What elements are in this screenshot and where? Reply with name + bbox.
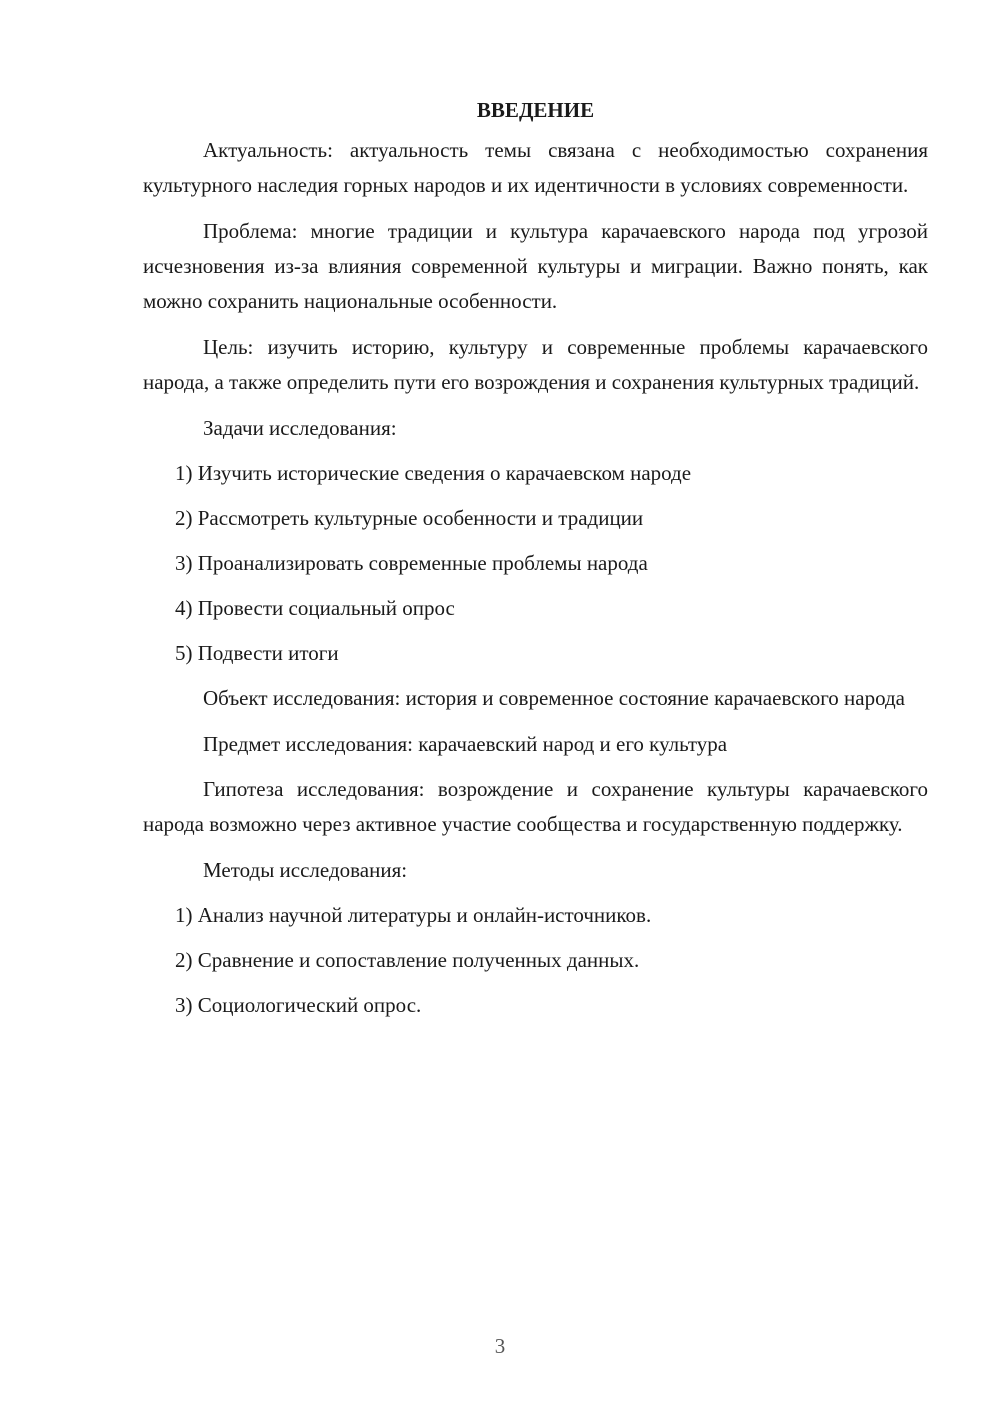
tasks-list [143,456,928,671]
methods-heading: Методы исследования: [203,858,408,882]
list-item: 4) Провести социальный опрос [175,596,455,620]
list-item: 3) Проанализировать современные проблемы народа [175,551,648,575]
subject-paragraph: Предмет исследования: карачаевский народ и его культура [203,732,728,756]
relevance-paragraph: Актуальность: актуальность темы связана с необходимостью сохранения культурного наследия горных народов и их идентичности в условиях современности. [143,138,928,197]
list-item: 3) Социологический опрос. [175,993,422,1017]
hypothesis-paragraph: Гипотеза исследования: возрождение и сохранение культуры карачаевского народа возможно через активное участие сообщества и государственную поддержку. [143,777,928,836]
problem-paragraph: Проблема: многие традиции и культура карачаевского народа под угрозой исчезновения из-за влияния современной культуры и миграции. Важно понять, как можно сохранить национальные особенности. [143,219,928,313]
list-item: 2) Сравнение и сопоставление полученных данных. [175,948,640,972]
object-paragraph: Объект исследования: история и современное состояние карачаевского народа [203,686,906,710]
page-number: 3 [494,1334,506,1358]
tasks-heading: Задачи исследования: [203,416,397,440]
list-item: 1) Анализ научной литературы и онлайн-источников. [175,903,652,927]
section-title: ВВЕДЕНИЕ [476,98,595,122]
document-page [143,96,928,1033]
goal-paragraph: Цель: изучить историю, культуру и современные проблемы карачаевского народа, а также определить пути его возрождения и сохранения культурных традиций. [143,335,928,394]
list-item: 2) Рассмотреть культурные особенности и традиции [175,506,644,530]
list-item: 5) Подвести итоги [175,641,339,665]
methods-list [143,898,928,1023]
list-item: 1) Изучить исторические сведения о карачаевском народе [175,461,692,485]
